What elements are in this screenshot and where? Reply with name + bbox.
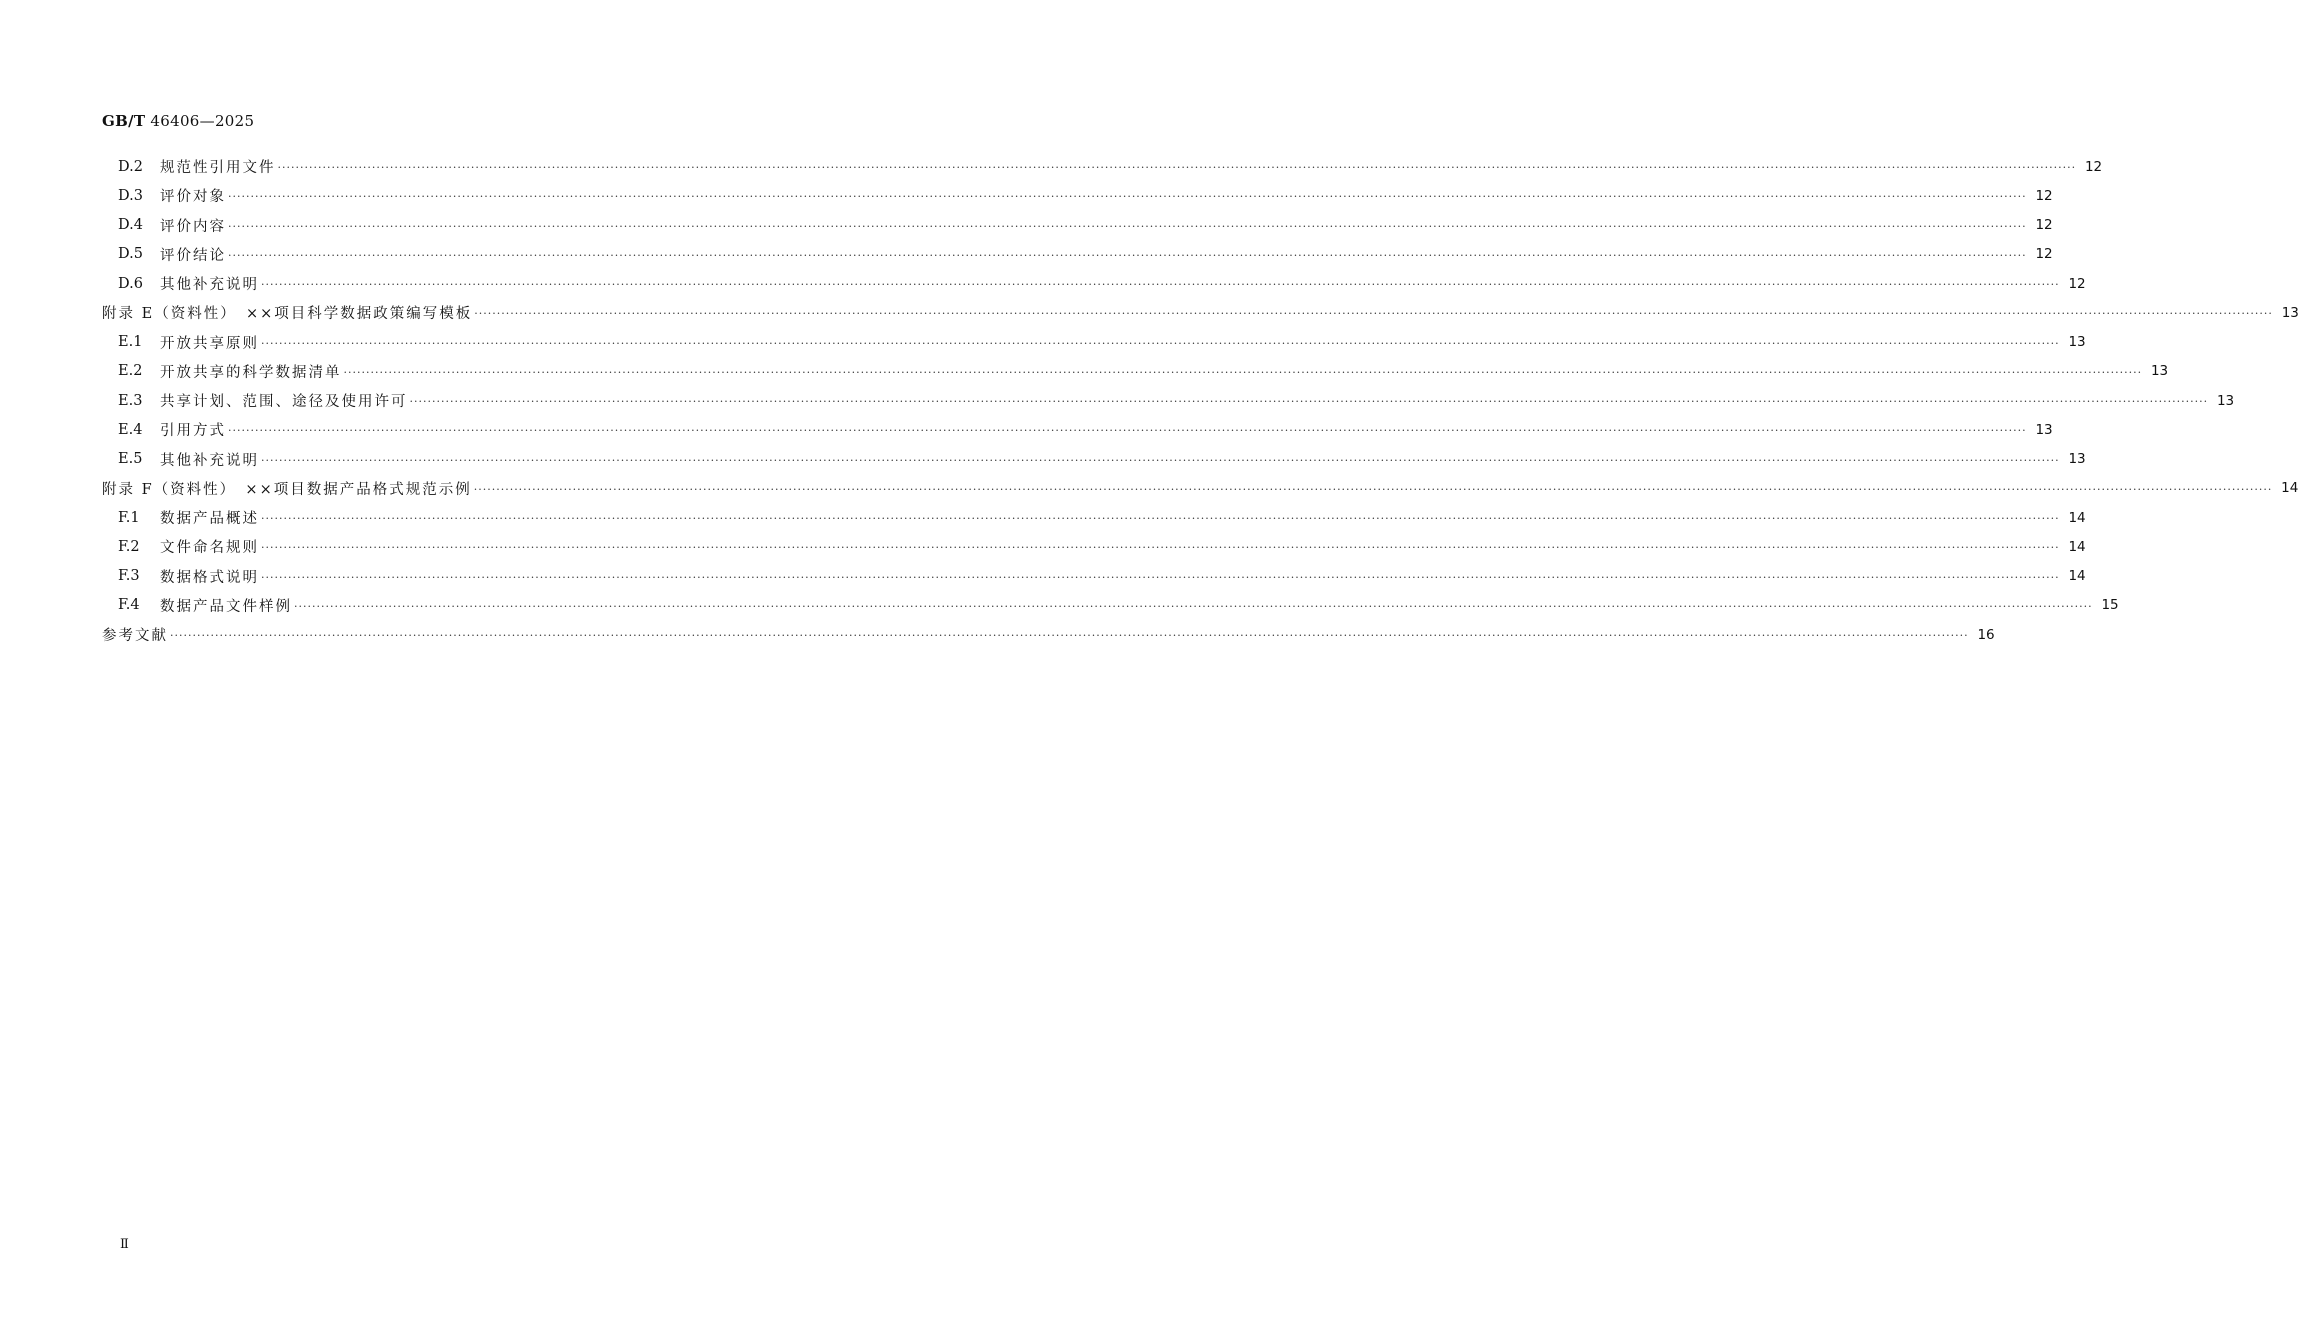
toc-entry-title: 数据产品概述 <box>160 511 259 528</box>
toc-entry[interactable] <box>102 474 2299 503</box>
toc-leader-dots: ················································································································································································································································································································································································································ <box>228 248 2027 262</box>
toc-entry-number: E.2 <box>118 363 143 380</box>
toc-leader-dots: ················································································································································································································································································································································································································ <box>261 278 2060 292</box>
toc-leader-dots: ················································································································································································································································································································································································································ <box>261 336 2060 350</box>
toc-entry-page: 14 <box>2068 568 2086 585</box>
toc-entry-page: 15 <box>2101 597 2119 614</box>
toc-entry-page: 12 <box>2084 158 2103 175</box>
toc-entry-title: 共享计划、范围、途径及使用许可 <box>160 394 408 411</box>
toc-entry-page: 13 <box>2281 304 2299 321</box>
toc-entry-page: 14 <box>2068 538 2086 555</box>
toc-entry-page: 13 <box>2068 334 2086 351</box>
toc-leader-dots: ················································································································································································································································································································································································································ <box>228 424 2027 438</box>
toc-entry-number: E.5 <box>118 451 143 468</box>
toc-entry-title: 开放共享原则 <box>160 335 259 352</box>
toc-entry-number: F.3 <box>118 568 140 585</box>
toc-entry-number: D.3 <box>118 187 143 204</box>
toc-entry-page: 12 <box>2035 246 2053 263</box>
toc-entry-number: D.4 <box>118 217 143 234</box>
toc-entry-title: 其他补充说明 <box>160 452 259 469</box>
document-header <box>102 112 254 130</box>
toc-entry-number: E.3 <box>118 392 143 409</box>
toc-entry-page: 13 <box>2068 451 2086 468</box>
toc-entry-title: 评价结论 <box>160 247 226 264</box>
toc-leader-dots: ················································································································································································································································································································································································································ <box>228 219 2027 233</box>
table-of-contents <box>102 152 2299 649</box>
toc-leader-dots: ················································································································································································································································································································································································································ <box>473 482 2273 496</box>
toc-entry-page: 12 <box>2068 275 2086 292</box>
toc-entry-title: 文件命名规则 <box>160 540 259 557</box>
toc-entry-number: F.2 <box>118 538 140 555</box>
toc-entry-page: 13 <box>2150 363 2169 380</box>
toc-entry-number: D.6 <box>118 275 143 292</box>
toc-entry[interactable] <box>102 562 2086 591</box>
toc-entry[interactable] <box>102 181 2053 210</box>
toc-entry-number: E.4 <box>118 421 143 438</box>
toc-entry-number: F.1 <box>118 509 140 526</box>
toc-leader-dots: ················································································································································································································································································································································································································ <box>261 512 2060 526</box>
toc-leader-dots: ················································································································································································································································································································································································································ <box>277 161 2077 175</box>
toc-entry[interactable] <box>102 620 1995 649</box>
toc-leader-dots: ················································································································································································································································································································································································································ <box>261 541 2060 555</box>
toc-entry-page: 14 <box>2281 480 2299 497</box>
toc-leader-dots: ················································································································································································································································································································································································································ <box>228 190 2027 204</box>
toc-entry[interactable] <box>102 532 2086 561</box>
toc-entry[interactable] <box>102 386 2235 415</box>
toc-entry-title: 其他补充说明 <box>160 277 259 294</box>
toc-entry-title: 参考文献 <box>102 628 168 645</box>
toc-entry[interactable] <box>102 503 2086 532</box>
toc-leader-dots: ················································································································································································································································································································································································································ <box>343 365 2143 379</box>
toc-entry-title: 规范性引用文件 <box>160 160 276 177</box>
toc-entry-number: F.4 <box>118 597 140 614</box>
toc-entry-page: 14 <box>2068 509 2086 526</box>
toc-entry-title: 开放共享的科学数据清单 <box>160 364 342 381</box>
toc-entry-page: 12 <box>2035 217 2053 234</box>
toc-leader-dots: ················································································································································································································································································································································································································ <box>409 395 2209 409</box>
toc-entry[interactable] <box>102 415 2053 444</box>
standard-number: 46406—2025 <box>150 112 255 130</box>
toc-leader-dots: ················································································································································································································································································································································································································ <box>170 629 1969 643</box>
toc-entry-title: 数据格式说明 <box>160 569 259 586</box>
toc-entry-title: 评价对象 <box>160 189 226 206</box>
toc-entry-page: 13 <box>2216 392 2235 409</box>
toc-entry[interactable] <box>102 357 2169 386</box>
toc-leader-dots: ················································································································································································································································································································································································································ <box>294 599 2093 613</box>
toc-entry[interactable] <box>102 240 2053 269</box>
toc-entry-title: 评价内容 <box>160 218 226 235</box>
toc-entry[interactable] <box>102 269 2086 298</box>
toc-entry[interactable] <box>102 591 2119 620</box>
toc-entry-title: 附录 E（资料性） ××项目科学数据政策编写模板 <box>102 306 473 323</box>
toc-leader-dots: ················································································································································································································································································································································································································ <box>474 307 2273 321</box>
toc-leader-dots: ················································································································································································································································································································································································································ <box>261 570 2060 584</box>
toc-entry[interactable] <box>102 152 2103 181</box>
toc-entry-number: D.5 <box>118 246 143 263</box>
toc-entry-page: 12 <box>2035 187 2053 204</box>
toc-entry[interactable] <box>102 328 2086 357</box>
toc-entry[interactable] <box>102 211 2053 240</box>
toc-entry-title: 附录 F（资料性） ××项目数据产品格式规范示例 <box>102 481 472 498</box>
page-number-footer: Ⅱ <box>120 1237 129 1252</box>
toc-entry[interactable] <box>102 445 2086 474</box>
toc-entry[interactable] <box>102 298 2299 327</box>
toc-entry-title: 引用方式 <box>160 423 226 440</box>
toc-leader-dots: ················································································································································································································································································································································································································ <box>261 453 2060 467</box>
toc-entry-page: 16 <box>1977 626 1995 643</box>
standard-code: GB/T <box>102 112 146 130</box>
toc-entry-number: E.1 <box>118 334 143 351</box>
toc-entry-number: D.2 <box>118 158 143 175</box>
toc-entry-page: 13 <box>2035 421 2053 438</box>
toc-entry-title: 数据产品文件样例 <box>160 598 292 615</box>
